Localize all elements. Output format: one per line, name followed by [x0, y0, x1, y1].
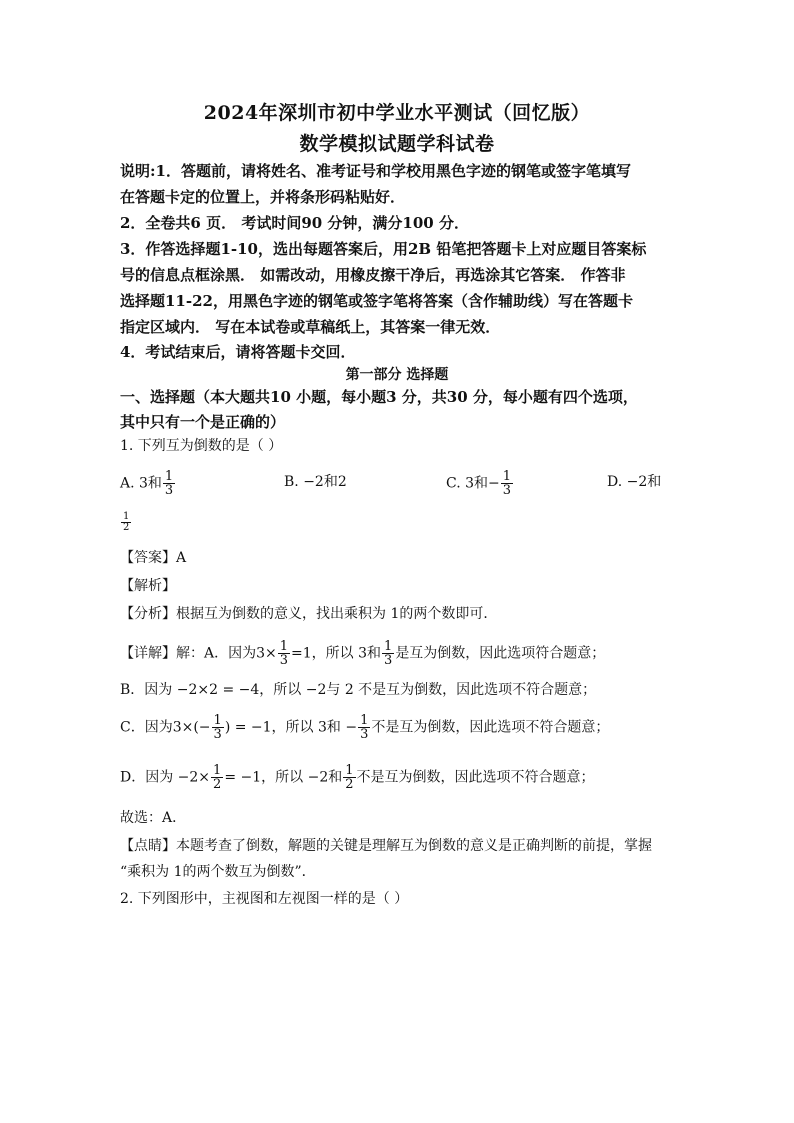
question-1-stem: 1. 下列互为倒数的是（ ）: [120, 438, 283, 454]
fraction-denominator: 2: [213, 777, 222, 792]
fraction-denominator: 3: [502, 483, 512, 498]
fraction-denominator: 2: [345, 777, 354, 792]
note-1b: 在答题卡定的位置上，并将条形码粘贴好．: [120, 188, 406, 206]
option-d-fraction: [120, 512, 132, 533]
note-3b: 号的信息点框涂黑． 如需改动，用橡皮擦干净后，再选涂其它答案． 作答非: [120, 266, 626, 284]
fraction-denominator: 3: [360, 727, 369, 742]
fraction: [212, 714, 224, 741]
detail-c-pre: C．因为3×(−: [120, 719, 211, 736]
fraction: [211, 764, 223, 791]
fraction: [382, 640, 394, 667]
comment-line-b: “乘积为 1的两个数互为倒数”．: [120, 864, 316, 880]
fraction-denominator: 2: [123, 522, 130, 533]
option-c-text: C. 3和−: [446, 475, 500, 492]
detail-c-mid: ) = −1，所以 3和 −: [224, 719, 358, 736]
fraction-numerator: 1: [360, 713, 369, 728]
fraction: [358, 714, 370, 741]
detail-d-post: 不是互为倒数，因此选项不符合题意；: [356, 769, 595, 786]
note-2: 2．全卷共6 页． 考试时间90 分钟，满分100 分．: [120, 214, 469, 232]
detail-c-post: 不是互为倒数，因此选项不符合题意；: [371, 719, 610, 736]
fraction-numerator: 1: [384, 639, 393, 654]
fraction-denominator: 3: [384, 653, 393, 668]
note-3a: 3．作答选择题1-10，选出每题答案后，用2B 铅笔把答题卡上对应题目答案标: [120, 240, 647, 258]
fraction: [501, 470, 513, 497]
detail-a-pre: 【详解】解：A．因为3×: [120, 645, 277, 662]
detail-d-mid: = −1，所以 −2和: [224, 769, 343, 786]
option-b: B. −2和2: [284, 474, 347, 490]
fraction: [278, 640, 290, 667]
option-a-text: A. 3和: [120, 475, 162, 492]
detail-line-c: [120, 714, 680, 741]
answer-choice-line: 故选：A．: [120, 810, 187, 826]
note-3d: 指定区域内． 写在本试卷或草稿纸上，其答案一律无效．: [120, 318, 501, 336]
fraction: [121, 512, 131, 533]
exam-title: 2024年深圳市初中学业水平测试（回忆版）: [203, 102, 591, 124]
fraction-numerator: 1: [279, 639, 289, 654]
option-c: [446, 470, 514, 497]
analysis-tag: 【解析】: [120, 578, 176, 594]
fraction: [343, 764, 355, 791]
note-4: 4．考试结束后，请将答题卡交回．: [120, 343, 356, 361]
question-2-stem: 2. 下列图形中，主视图和左视图一样的是（ ）: [120, 891, 409, 907]
fraction-numerator: 1: [213, 713, 222, 728]
section-heading-b: 其中只有一个是正确的）: [120, 413, 286, 431]
fraction-numerator: 1: [345, 763, 354, 778]
note-3c: 选择题11-22，用黑色字迹的钢笔或签字笔将答案（含作辅助线）写在答题卡: [120, 292, 633, 310]
detail-a-mid: =1，所以 3和: [291, 645, 382, 662]
fraction-numerator: 1: [502, 469, 512, 484]
fraction-numerator: 1: [164, 469, 174, 484]
part-heading: 第一部分 选择题: [345, 367, 449, 383]
fraction-denominator: 3: [164, 483, 174, 498]
note-1a: 说明:1．答题前，请将姓名、准考证号和学校用黑色字迹的钢笔或签字笔填写: [120, 162, 631, 180]
answer-line: 【答案】A: [120, 550, 187, 566]
exam-subtitle: 数学模拟试题学科试卷: [299, 133, 495, 155]
fraction-numerator: 1: [123, 511, 130, 522]
option-d: D. −2和: [607, 474, 662, 490]
detail-line-a: [120, 640, 680, 667]
detail-a-post: 是互为倒数，因此选项符合题意；: [395, 645, 606, 662]
comment-line-a: 【点睛】本题考查了倒数，解题的关键是理解互为倒数的意义是正确判断的前提，掌握: [120, 838, 652, 854]
analysis-fenxi: 【分析】根据互为倒数的意义，找出乘积为 1的两个数即可．: [120, 606, 498, 622]
fraction-numerator: 1: [213, 763, 222, 778]
fraction-denominator: 3: [213, 727, 222, 742]
detail-d-pre: D．因为 −2×: [120, 769, 211, 786]
section-heading-a: 一、选择题（本大题共10 小题，每小题3 分，共30 分，每小题有四个选项，: [120, 388, 638, 406]
detail-line-b: B．因为 −2×2 = −4，所以 −2与 2 不是互为倒数，因此选项不符合题意；: [120, 682, 597, 698]
detail-line-d: [120, 764, 680, 791]
fraction-denominator: 3: [279, 653, 289, 668]
fraction: [163, 470, 175, 497]
option-a: [120, 470, 176, 497]
